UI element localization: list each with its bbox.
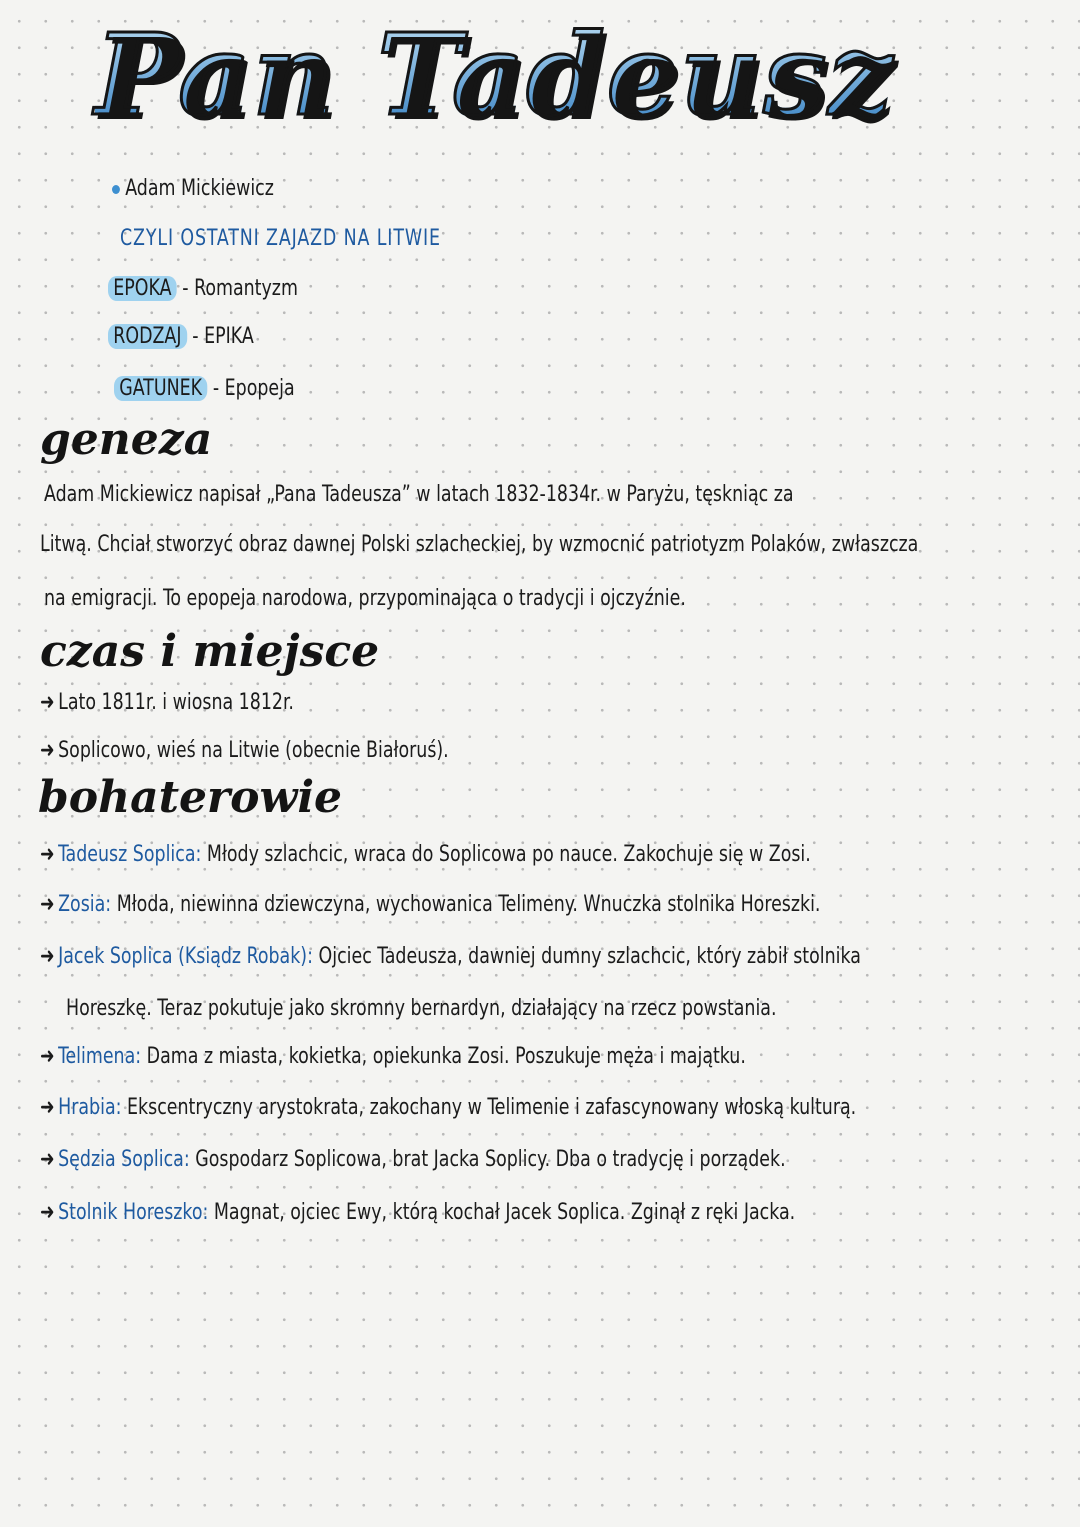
page-title: Pan Tadeusz: [95, 10, 895, 141]
fact-label: EPOKA: [108, 276, 177, 301]
section-heading-czas: czas i miejsce: [40, 626, 380, 677]
bullet-icon: [112, 185, 120, 194]
character-text: Gospodarz Soplicowa, brat Jacka Soplicy. Dba o tradycję i porządek.: [195, 1147, 786, 1172]
fact-label: RODZAJ: [108, 324, 187, 349]
geneza-line: na emigracji. To epopeja narodowa, przypominająca o tradycji i ojczyźnie.: [44, 586, 686, 611]
character-item: [40, 1147, 786, 1172]
arrow-icon: ➜: [40, 1044, 55, 1069]
czas-item: [40, 690, 294, 715]
geneza-line: Litwą. Chciał stworzyć obraz dawnej Polski szlacheckiej, by wzmocnić patriotyzm Polaków, zwłaszcza: [40, 532, 919, 557]
character-text-continued: Horeszkę. Teraz pokutuje jako skromny bernardyn, działający na rzecz powstania.: [66, 996, 777, 1021]
section-heading-geneza: geneza: [40, 414, 213, 465]
fact-value: Epopeja: [224, 376, 295, 401]
arrow-icon: ➜: [40, 944, 55, 969]
arrow-icon: ➜: [40, 690, 55, 715]
character-name: Jacek Soplica (Ksiądz Robak):: [58, 944, 313, 969]
geneza-line: Adam Mickiewicz napisał „Pana Tadeusza” w latach 1832-1834r. w Paryżu, tęskniąc za: [44, 482, 794, 507]
fact-epoka: EPOKA - Romantyzm: [108, 276, 298, 301]
character-text: Dama z miasta, kokietka, opiekunka Zosi. Poszukuje męża i majątku.: [146, 1044, 746, 1069]
character-text: Młody szlachcic, wraca do Soplicowa po nauce. Zakochuje się w Zosi.: [206, 842, 811, 867]
arrow-icon: ➜: [40, 892, 55, 917]
fact-gatunek: GATUNEK - Epopeja: [114, 376, 295, 401]
character-name: Sędzia Soplica:: [58, 1147, 190, 1172]
character-item: [40, 1044, 746, 1069]
character-item: [40, 944, 861, 969]
character-text: Młoda, niewinna dziewczyna, wychowanica Telimeny. Wnuczka stolnika Horeszki.: [116, 892, 821, 917]
fact-value: Romantyzm: [194, 276, 298, 301]
character-name: Telimena:: [58, 1044, 142, 1069]
character-name: Stolnik Horeszko:: [58, 1200, 209, 1225]
character-item: [40, 842, 811, 867]
character-text: Magnat, ojciec Ewy, którą kochał Jacek Soplica. Zginął z ręki Jacka.: [213, 1200, 796, 1225]
author-text: Adam Mickiewicz: [125, 176, 274, 201]
subtitle: CZYLI OSTATNI ZAJAZD NA LITWIE: [120, 226, 441, 251]
character-item: [40, 1200, 795, 1225]
section-heading-bohaterowie: bohaterowie: [38, 772, 343, 823]
character-name: Hrabia:: [58, 1095, 122, 1120]
character-name: Zosia:: [58, 892, 112, 917]
arrow-icon: ➜: [40, 738, 55, 763]
arrow-icon: ➜: [40, 1095, 55, 1120]
character-name: Tadeusz Soplica:: [58, 842, 202, 867]
czas-text: Lato 1811r. i wiosna 1812r.: [58, 690, 294, 715]
arrow-icon: ➜: [40, 1147, 55, 1172]
arrow-icon: ➜: [40, 1200, 55, 1225]
fact-rodzaj: RODZAJ - EPIKA: [108, 324, 254, 349]
character-item: [40, 1095, 856, 1120]
czas-item: [40, 738, 449, 763]
fact-label: GATUNEK: [114, 376, 207, 401]
arrow-icon: ➜: [40, 842, 55, 867]
character-item: [40, 892, 820, 917]
author: [112, 176, 274, 201]
fact-value: EPIKA: [204, 324, 254, 349]
character-text: Ekscentryczny arystokrata, zakochany w Telimenie i zafascynowany włoską kulturą.: [127, 1095, 857, 1120]
character-text: Ojciec Tadeusza, dawniej dumny szlachcic, który zabił stolnika: [318, 944, 861, 969]
czas-text: Soplicowo, wieś na Litwie (obecnie Białoruś).: [58, 738, 449, 763]
